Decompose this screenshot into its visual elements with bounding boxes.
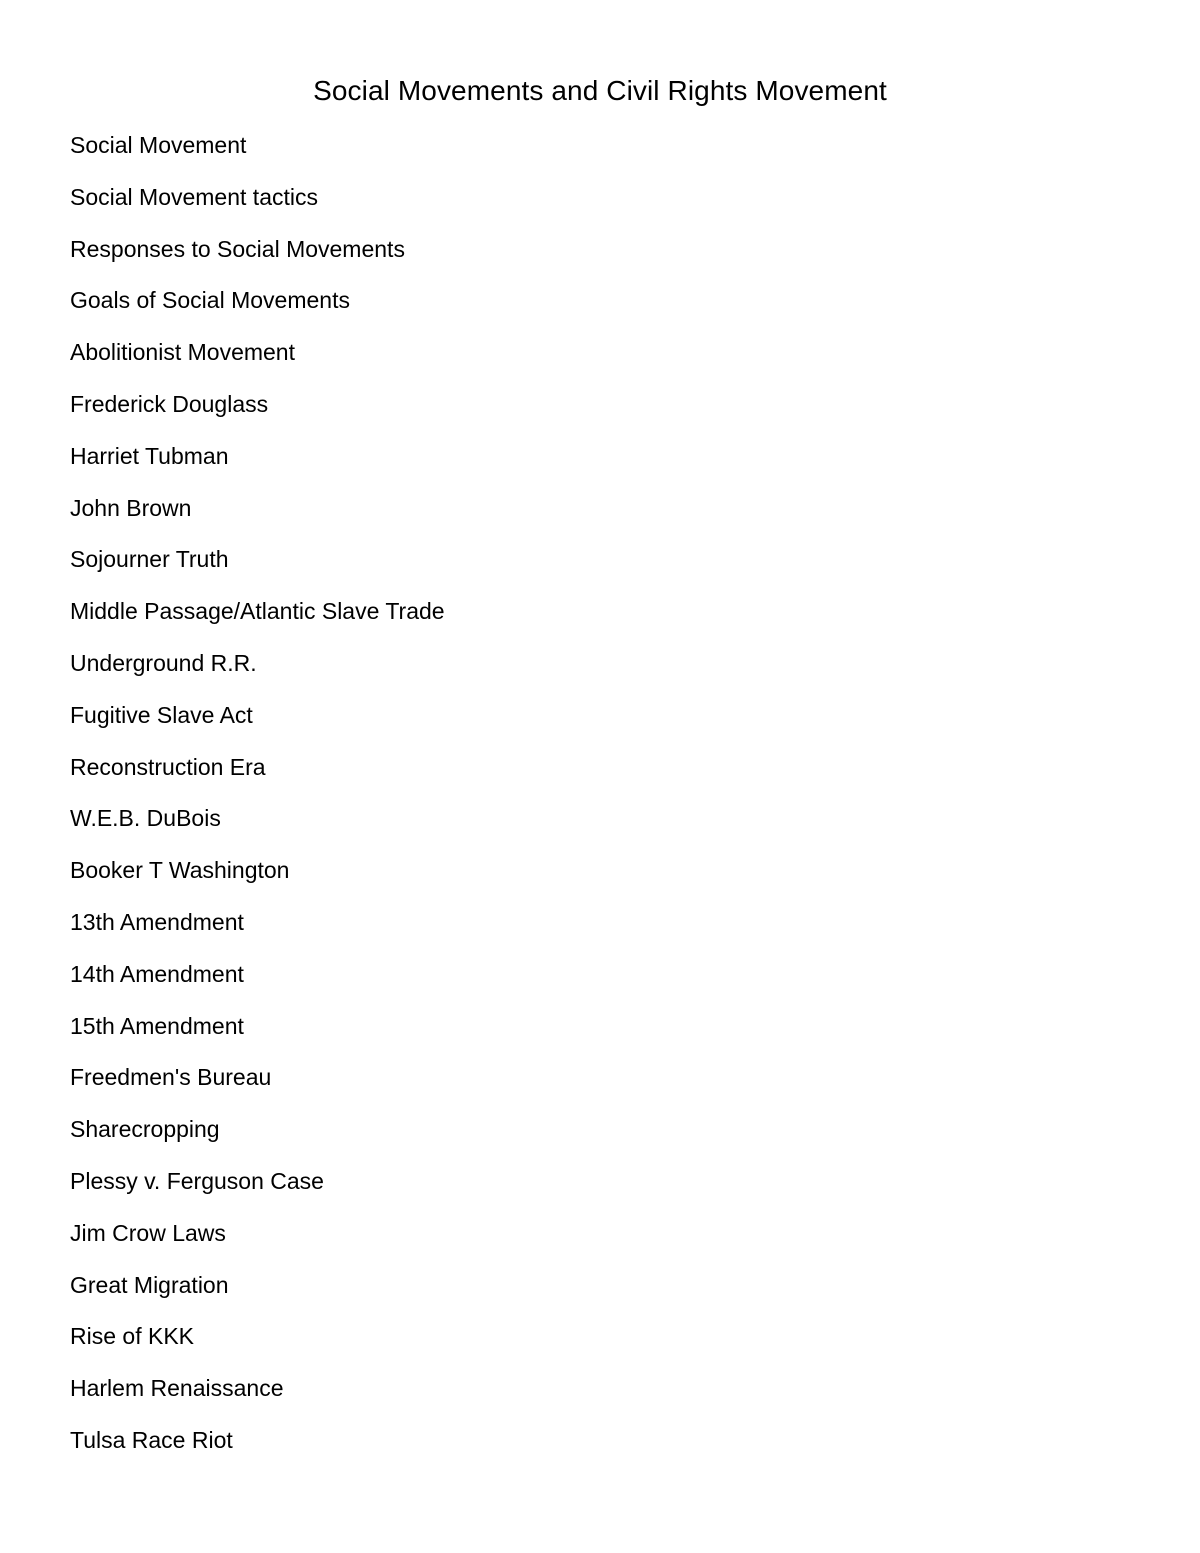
term-item: 14th Amendment <box>70 960 244 987</box>
term-list <box>70 128 445 1475</box>
term-item: Responses to Social Movements <box>70 235 405 262</box>
term-item: 13th Amendment <box>70 908 244 935</box>
term-item: Freedmen's Bureau <box>70 1064 272 1091</box>
term-item: Sharecropping <box>70 1116 220 1143</box>
term-item: Fugitive Slave Act <box>70 701 253 728</box>
term-item: Harlem Renaissance <box>70 1375 284 1402</box>
term-item: Plessy v. Ferguson Case <box>70 1167 324 1194</box>
document-title: Social Movements and Civil Rights Movement <box>313 75 887 106</box>
term-item: Frederick Douglass <box>70 390 269 417</box>
term-item: Goals of Social Movements <box>70 287 350 314</box>
term-item: Abolitionist Movement <box>70 339 295 366</box>
term-item: Underground R.R. <box>70 649 257 676</box>
term-item: Rise of KKK <box>70 1323 194 1350</box>
term-item: Great Migration <box>70 1271 229 1298</box>
term-item: Reconstruction Era <box>70 753 266 780</box>
term-item: Jim Crow Laws <box>70 1219 226 1246</box>
term-item: Booker T Washington <box>70 857 290 884</box>
term-item: John Brown <box>70 494 192 521</box>
term-item: W.E.B. DuBois <box>70 805 221 832</box>
term-item: Social Movement <box>70 132 247 158</box>
term-item: 15th Amendment <box>70 1012 244 1039</box>
term-item: Tulsa Race Riot <box>70 1426 233 1453</box>
term-item: Harriet Tubman <box>70 442 229 469</box>
term-item: Middle Passage/Atlantic Slave Trade <box>70 598 445 625</box>
term-item: Social Movement tactics <box>70 183 318 210</box>
term-item: Sojourner Truth <box>70 546 229 573</box>
